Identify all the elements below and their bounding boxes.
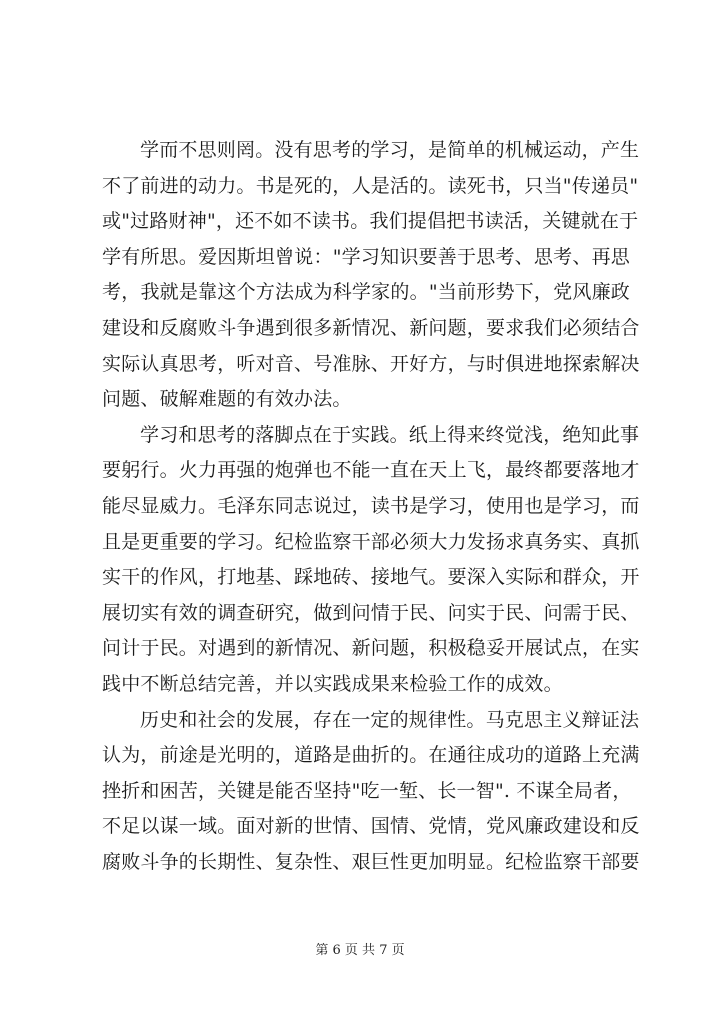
text-line: 问计于民。对遇到的新情况、新问题，积极稳妥开展试点，在实 <box>102 637 640 660</box>
text-line: 问题、破解难题的有效办法。 <box>102 388 352 411</box>
text-line: 实干的作风，打地基、踩地砖、接地气。要深入实际和群众，开 <box>102 566 640 589</box>
text-line: 认为，前途是光明的，道路是曲折的。在通往成功的道路上充满 <box>102 744 640 767</box>
text-line: 要躬行。火力再强的炮弹也不能一直在天上飞，最终都要落地才 <box>102 459 640 482</box>
text-line: 学有所思。爱因斯坦曾说："学习知识要善于思考、思考、再思 <box>102 245 630 268</box>
text-line: 挫折和困苦，关键是能否坚持"吃一堑、长一智". 不谋全局者， <box>102 779 632 802</box>
text-line: 能尽显威力。毛泽东同志说过，读书是学习，使用也是学习，而 <box>102 494 640 517</box>
text-line: 展切实有效的调查研究，做到问情于民、问实于民、问需于民、 <box>102 601 640 624</box>
text-line: 学习和思考的落脚点在于实践。纸上得来终觉浅，绝知此事 <box>140 423 640 446</box>
text-line: 学而不思则罔。没有思考的学习，是简单的机械运动，产生 <box>140 139 640 161</box>
paragraph-2 <box>102 418 640 703</box>
text-line: 践中不断总结完善，并以实践成果来检验工作的成效。 <box>102 672 563 695</box>
text-line: 建设和反腐败斗争遇到很多新情况、新问题，要求我们必须结合 <box>102 316 640 339</box>
text-line: 实际认真思考，听对音、号准脉、开好方，与时俱进地探索解决 <box>102 352 640 375</box>
text-line: 历史和社会的发展，存在一定的规律性。马克思主义辩证法 <box>140 708 640 731</box>
text-line: 考，我就是靠这个方法成为科学家的。"当前形势下，党风廉政 <box>102 281 630 304</box>
document-body <box>102 133 640 880</box>
text-line: 不足以谋一域。面对新的世情、国情、党情，党风廉政建设和反 <box>102 815 640 838</box>
text-line: 且是更重要的学习。纪检监察干部必须大力发扬求真务实、真抓 <box>102 530 640 553</box>
paragraph-3 <box>102 703 640 881</box>
text-line: 腐败斗争的长期性、复杂性、艰巨性更加明显。纪检监察干部要 <box>102 850 640 873</box>
page-number-footer: 第 6 页 共 7 页 <box>315 943 405 958</box>
text-line: 不了前进的动力。书是死的，人是活的。读死书，只当"传递员" <box>102 174 639 197</box>
paragraph-1 <box>102 133 640 418</box>
text-line: 或"过路财神"，还不如不读书。我们提倡把书读活，关键就在于 <box>102 210 639 233</box>
